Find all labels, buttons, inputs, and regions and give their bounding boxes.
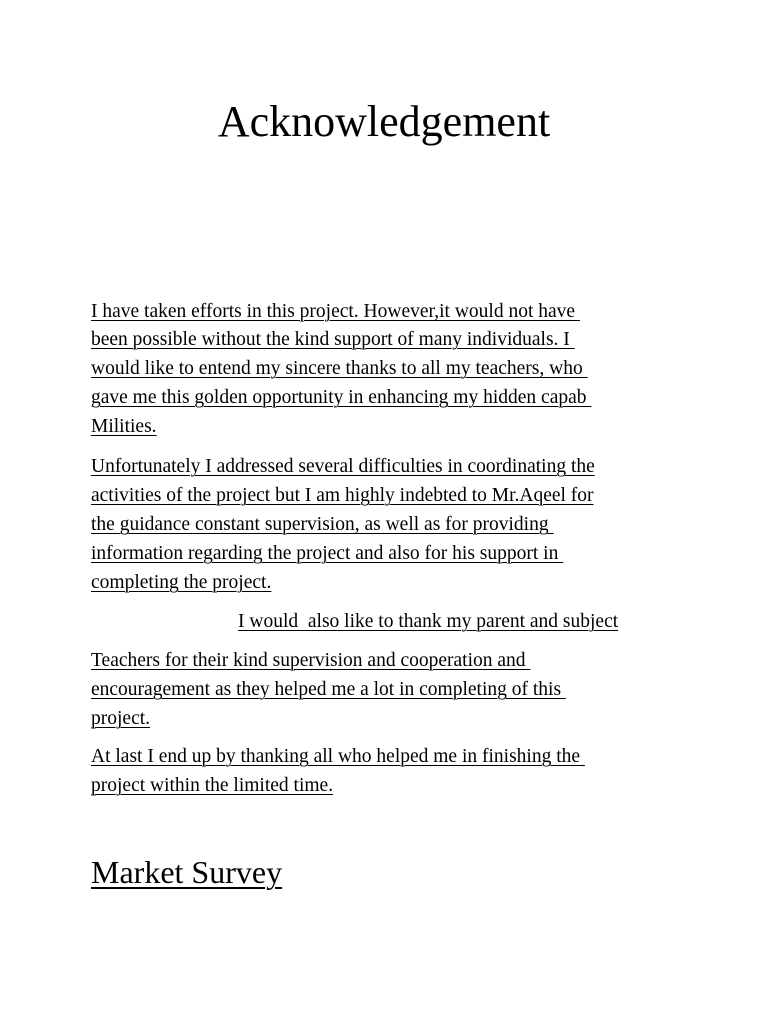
paragraph-line: would like to entend my sincere thanks to all my teachers, who xyxy=(91,358,588,379)
paragraph-line: project. xyxy=(91,708,151,729)
paragraph-line: I have taken efforts in this project. However,it would not have xyxy=(91,301,580,322)
paragraph-line: gave me this golden opportunity in enhancing my hidden capab xyxy=(91,387,592,408)
paragraph-line: been possible without the kind support of many individuals. I xyxy=(91,329,575,350)
paragraph-line: information regarding the project and also for his support in xyxy=(91,543,564,564)
paragraph-line: the guidance constant supervision, as well as for providing xyxy=(91,514,554,535)
paragraph-line: Teachers for their kind supervision and cooperation and xyxy=(91,650,531,671)
paragraph-line: encouragement as they helped me a lot in completing of this xyxy=(91,679,566,700)
section-heading: Market Survey xyxy=(91,854,283,890)
paragraph-line: completing the project. xyxy=(91,572,272,593)
paragraph-line: At last I end up by thanking all who helped me in finishing the xyxy=(91,746,585,767)
paragraph-line: Milities. xyxy=(91,416,157,437)
paragraph-line: I would also like to thank my parent and subject xyxy=(238,611,619,632)
paragraph-line: project within the limited time. xyxy=(91,775,334,796)
page-title: Acknowledgement xyxy=(217,97,551,146)
paragraph-line: activities of the project but I am highly indebted to Mr.Aqeel for xyxy=(91,485,594,506)
paragraph-line: Unfortunately I addressed several difficulties in coordinating the xyxy=(91,456,595,477)
